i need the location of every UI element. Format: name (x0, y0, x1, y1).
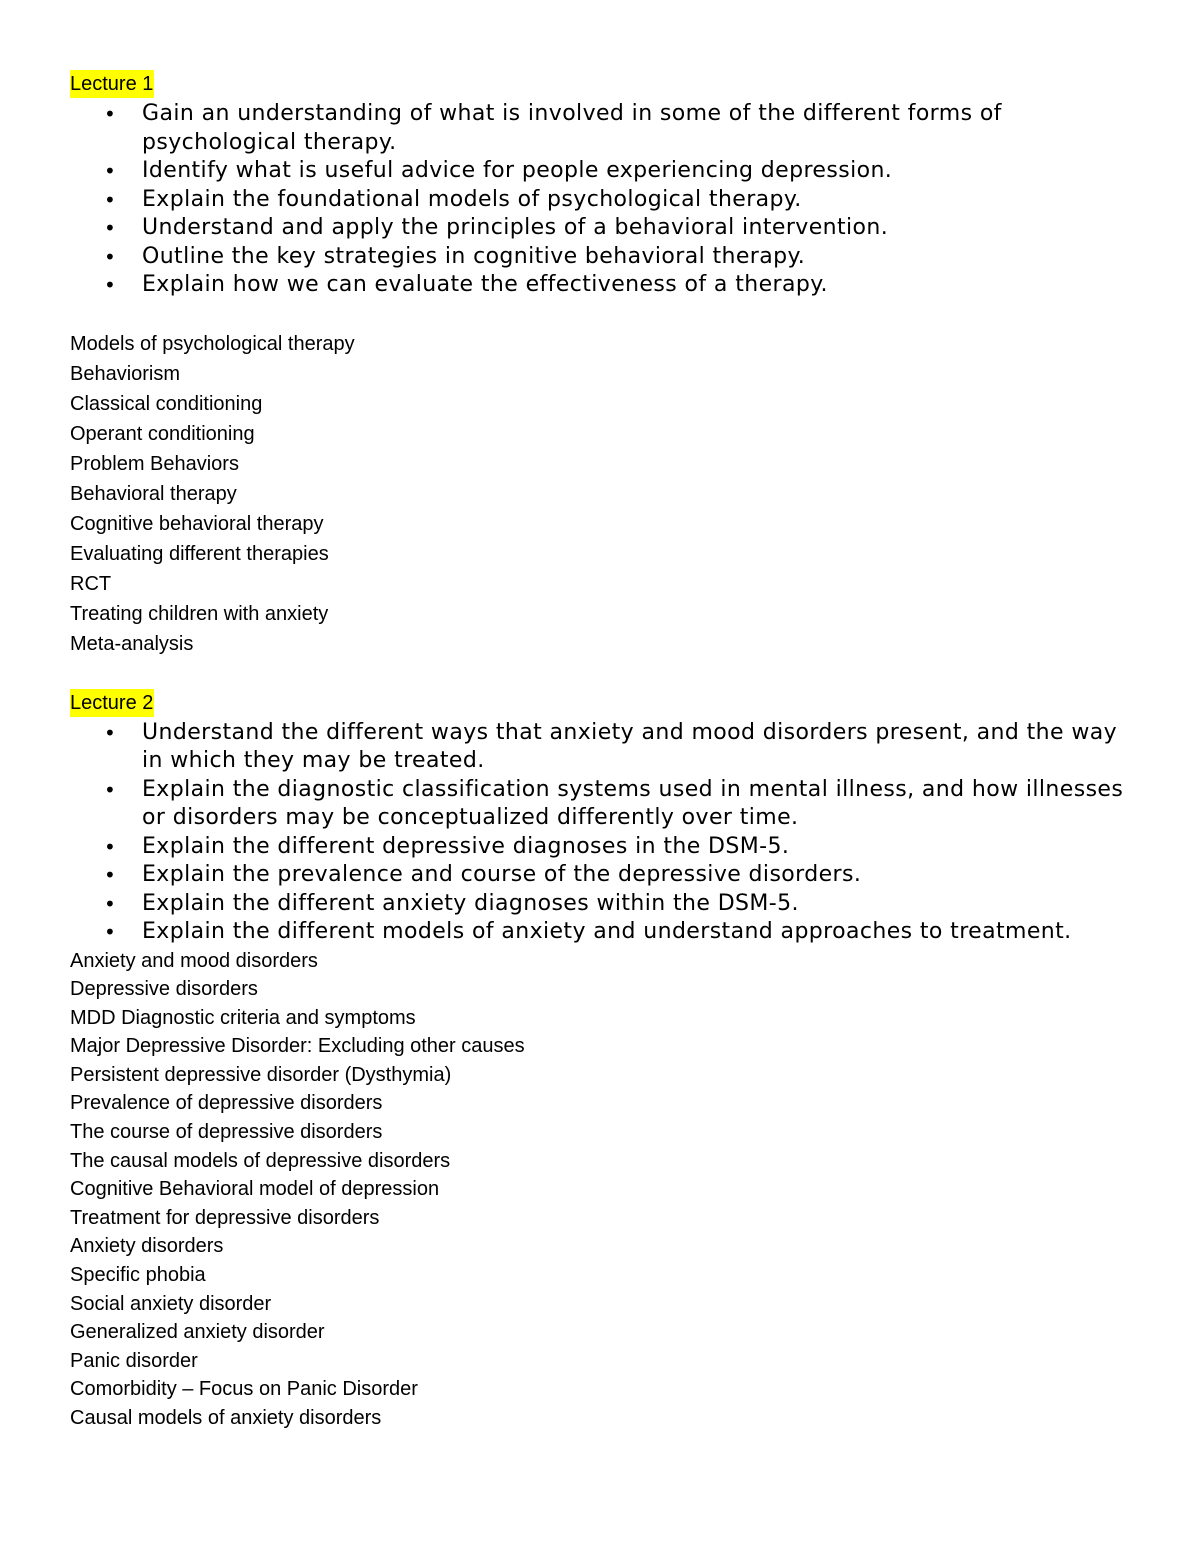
topic-item: Models of psychological therapy (70, 332, 355, 355)
topic-item: Anxiety and mood disorders (70, 949, 318, 972)
bullet-icon: • (104, 102, 117, 126)
topic-item: Causal models of anxiety disorders (70, 1407, 382, 1429)
objective-item (70, 100, 1142, 157)
document-page (70, 70, 1140, 1433)
lecture-2-topics (70, 947, 1140, 1433)
topic-item: RCT (70, 572, 112, 595)
objective-item (70, 271, 1142, 300)
objective-item (70, 861, 1142, 890)
lecture-1-objectives (70, 100, 1140, 300)
objective-text: Explain the different depressive diagnoses in the DSM-5. (142, 833, 790, 859)
objective-text: Identify what is useful advice for people experiencing depression. (142, 158, 893, 183)
bullet-icon: • (104, 920, 117, 944)
bullet-icon: • (104, 273, 117, 297)
topic-item: Generalized anxiety disorder (70, 1321, 325, 1344)
bullet-icon: • (104, 834, 117, 859)
objective-text: Gain an understanding of what is involved in some of the different forms of psychological therapy. (142, 101, 1002, 155)
objective-item (70, 890, 1142, 919)
objective-text: Explain the diagnostic classification systems used in mental illness, and how illnesses or disorders may be conceptualized differently over time. (142, 776, 1124, 830)
objective-text: Explain the different models of anxiety and understand approaches to treatment. (142, 919, 1072, 944)
bullet-icon: • (104, 720, 117, 745)
bullet-icon: • (104, 777, 117, 802)
objective-text: Understand the different ways that anxiety and mood disorders present, and the way in which they may be treated. (142, 719, 1118, 773)
lecture-1-section (70, 70, 1140, 659)
topic-item: Panic disorder (70, 1349, 198, 1372)
topic-item: Comorbidity – Focus on Panic Disorder (70, 1378, 418, 1401)
topic-item: Cognitive Behavioral model of depression (70, 1178, 440, 1201)
objective-text: Explain the prevalence and course of the depressive disorders. (142, 862, 862, 887)
objective-item (70, 243, 1142, 272)
objective-text: Outline the key strategies in cognitive behavioral therapy. (142, 243, 806, 269)
objective-item (70, 776, 1142, 833)
topic-item: The course of depressive disorders (70, 1121, 383, 1144)
topic-item: Classical conditioning (70, 392, 263, 415)
lecture-1-topics (70, 329, 1140, 659)
lecture-2-objectives (70, 719, 1140, 947)
topic-item: Behavioral therapy (70, 482, 237, 505)
topic-item: Evaluating different therapies (70, 542, 329, 565)
objective-text: Explain the different anxiety diagnoses within the DSM-5. (142, 890, 799, 916)
topic-item: Persistent depressive disorder (Dysthymia) (70, 1063, 452, 1086)
topic-item: Operant conditioning (70, 422, 255, 445)
objective-item (70, 157, 1142, 186)
topic-item: Depressive disorders (70, 978, 258, 1001)
lecture-2-section (70, 689, 1140, 1433)
topic-item: Meta-analysis (70, 632, 194, 655)
objective-item (70, 186, 1142, 215)
topic-item: Social anxiety disorder (70, 1292, 272, 1315)
topic-item: Specific phobia (70, 1264, 206, 1287)
topic-item: MDD Diagnostic criteria and symptoms (70, 1006, 416, 1029)
topic-item: Anxiety disorders (70, 1235, 224, 1258)
topic-item: The causal models of depressive disorders (70, 1149, 451, 1172)
lecture-2-heading: Lecture 2 (70, 689, 154, 717)
bullet-icon: • (104, 863, 117, 887)
topic-item: Treating children with anxiety (70, 602, 329, 625)
topic-item: Major Depressive Disorder: Excluding other causes (70, 1035, 525, 1058)
bullet-icon: • (104, 159, 117, 183)
objective-item (70, 214, 1142, 243)
topic-item: Problem Behaviors (70, 452, 239, 475)
objective-text: Explain how we can evaluate the effectiveness of a therapy. (142, 272, 828, 297)
bullet-icon: • (104, 891, 117, 916)
bullet-icon: • (104, 216, 117, 240)
topic-item: Treatment for depressive disorders (70, 1206, 380, 1229)
bullet-icon: • (104, 244, 117, 269)
objective-item (70, 719, 1142, 776)
lecture-1-heading: Lecture 1 (70, 70, 154, 98)
objective-item (70, 833, 1142, 862)
objective-text: Understand and apply the principles of a behavioral intervention. (142, 215, 889, 240)
objective-item (70, 918, 1142, 947)
topic-item: Behaviorism (70, 362, 181, 385)
bullet-icon: • (104, 187, 117, 212)
topic-item: Prevalence of depressive disorders (70, 1092, 383, 1115)
objective-text: Explain the foundational models of psychological therapy. (142, 186, 802, 212)
topic-item: Cognitive behavioral therapy (70, 512, 324, 535)
